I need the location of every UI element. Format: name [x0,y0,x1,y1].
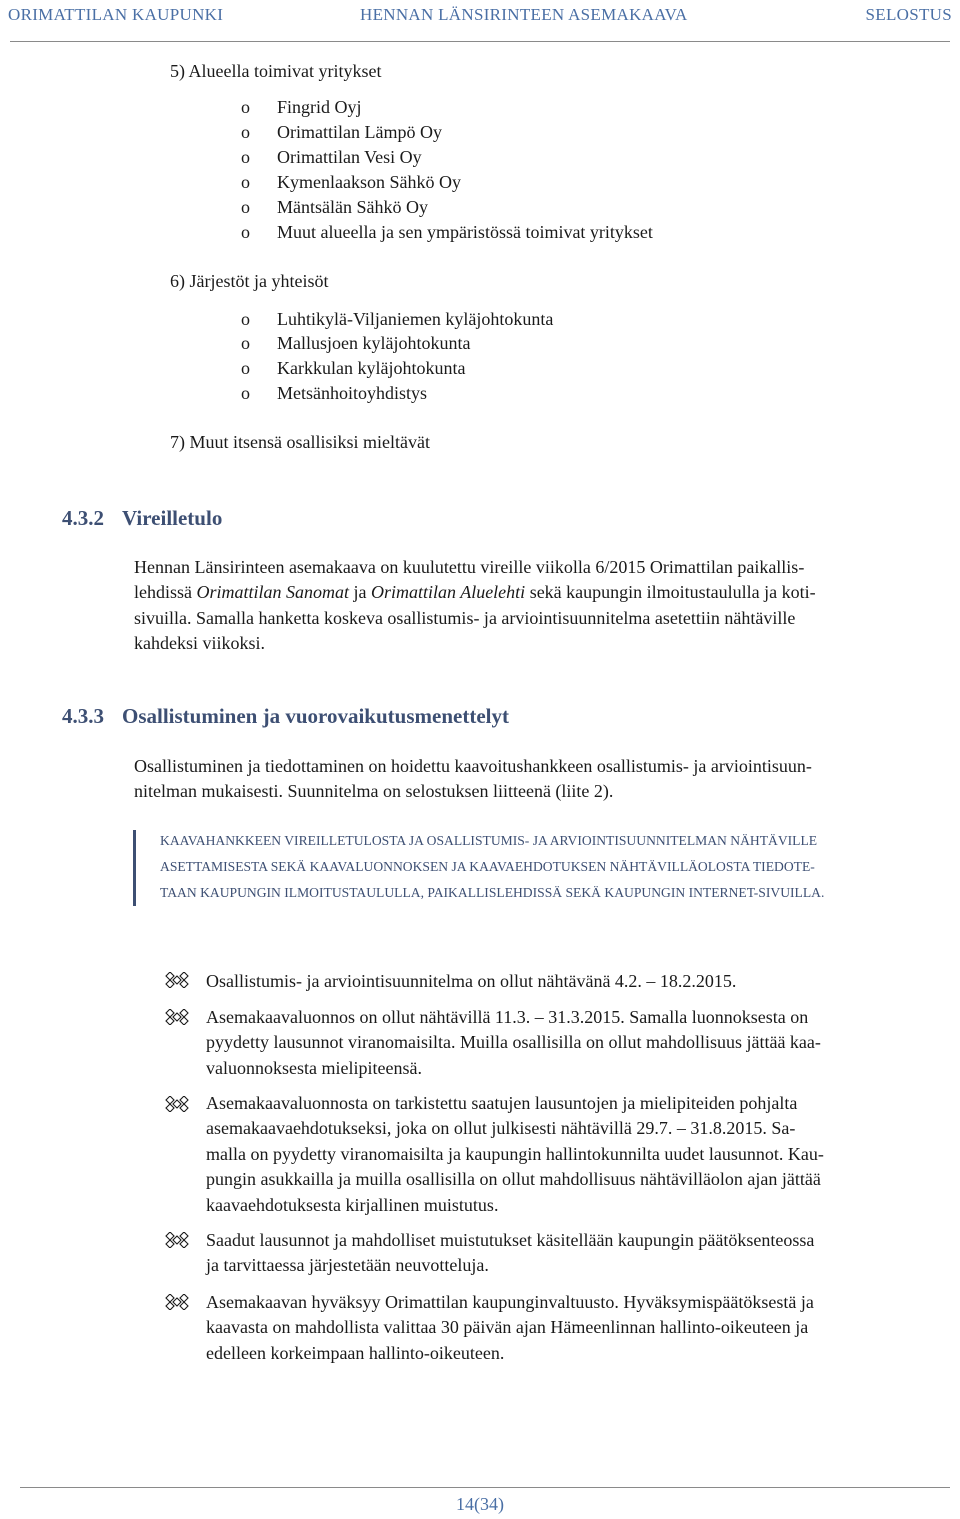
bullet-o-icon: o [241,309,250,329]
bullet-o-icon: o [241,197,250,217]
list-item: Osallistumis- ja arviointisuunnitelma on ollut nähtävänä 4.2. – 18.2.2015. [206,971,737,991]
list-item: Orimattilan Lämpö Oy [277,122,442,142]
heading-title: Osallistuminen ja vuorovaikutusmenettelyt [122,704,509,728]
header-left: ORIMATTILAN KAUPUNKI [8,5,224,24]
bullet-o-icon: o [241,122,250,142]
page-header [0,5,960,29]
list-item: Mallusjoen kyläjohtokunta [277,333,471,353]
bullet-o-icon: o [241,383,250,403]
list-item: Asemakaavaluonnosta on tarkistettu saatujen lausuntojen ja mielipiteiden pohjalta asemakaavaehdotukseksi, joka on ollut julkisesti nähtävillä 29.7. – 31.8.2015. Sa- malla on pyydetty viranomaisilta ja kaupungin hallintokunnilta uudet lausunnot. Kau- pungin asukkailla ja muilla osallisilla on ollut mahdollisuus nähtävilläolon ajan jättää kaavaehdotuksesta kirjallinen muistutus. [206,1093,824,1215]
bullet-o-icon: o [241,147,250,167]
list-item: Asemakaavan hyväksyy Orimattilan kaupunginvaltuusto. Hyväksymispäätöksestä ja kaavasta on mahdollista valittaa 30 päivän ajan Hämeenlinnan hallinto-oikeuteen ja edelleen korkeimpaan hallinto-oikeuteen. [206,1292,814,1363]
list-item: Luhtikylä-Viljaniemen kyläjohtokunta [277,309,554,329]
note-bar [133,830,136,906]
bullet-o-icon: o [241,358,250,378]
section-heading-4-3-3 [62,703,509,729]
heading-number: 4.3.2 [62,506,104,530]
note-line: KAAVAHANKKEEN VIREILLETULOSTA JA OSALLISTUMIS- JA ARVIOINTISUUNNITELMAN NÄHTÄVILLE [160,833,818,848]
heading-title: Vireilletulo [122,506,223,530]
bullet-o-icon: o [241,333,250,353]
list-item: Kymenlaakson Sähkö Oy [277,172,461,192]
list-item: Asemakaavaluonnos on ollut nähtävillä 11.3. – 31.3.2015. Samalla luonnoksesta on pyydetty lausunnot viranomaisilta. Muilla osallisilla on ollut mahdollisuus jättää kaa- valuonnoksesta mielipiteensä. [206,1007,821,1078]
diamond-bullet-icon [164,1294,190,1310]
section-heading-4-3-2 [62,505,222,531]
header-divider [10,41,950,42]
list-item: Muut alueella ja sen ympäristössä toimivat yritykset [277,222,653,242]
note-line: TAAN KAUPUNGIN ILMOITUSTAULULLA, PAIKALLISLEHDISSÄ SEKÄ KAUPUNGIN INTERNET-SIVUILLA. [160,885,825,900]
list-item: Fingrid Oyj [277,97,362,117]
header-center: HENNAN LÄNSIRINTEEN ASEMAKAAVA [360,5,688,24]
section-6-title: 6) Järjestöt ja yhteisöt [170,271,329,291]
list-item: Saadut lausunnot ja mahdolliset muistutukset käsitellään kaupungin päätöksenteossa ja tarvittaessa järjestetään neuvotteluja. [206,1230,815,1276]
list-item: Metsänhoitoyhdistys [277,383,428,403]
paragraph-osallistuminen: Osallistuminen ja tiedottaminen on hoidettu kaavoitushankkeen osallistumis- ja arviointisuun- nitelman mukaisesti. Suunnitelma on selostuksen liitteenä (liite 2). [134,756,812,802]
footer-divider [20,1487,950,1488]
list-item: Karkkulan kyläjohtokunta [277,358,466,378]
newspaper-name: Orimattilan Aluelehti [371,582,526,603]
diamond-bullet-icon [164,1232,190,1248]
list-item: Orimattilan Vesi Oy [277,147,422,167]
bullet-o-icon: o [241,172,250,192]
page-number: 14(34) [456,1494,504,1514]
paragraph-vireilletulo: Hennan Länsirinteen asemakaava on kuulutettu vireille viikolla 6/2015 Orimattilan paikallis- lehdissä Orimattilan Sanomat ja Orimattilan Aluelehti sekä kaupungin ilmoitustaululla ja koti- sivuilla. Samalla hanketta koskeva osallistumis- ja arviointisuunnitelma asetettiin nähtäville kahdeksi viikoksi. [134,557,816,654]
bullet-o-icon: o [241,222,250,242]
header-right: SELOSTUS [865,5,952,24]
note-line: ASETTAMISESTA SEKÄ KAAVALUONNOKSEN JA KAAVAEHDOTUKSEN NÄHTÄVILLÄOLOSTA TIEDOTE- [160,859,815,874]
heading-number: 4.3.3 [62,704,104,728]
diamond-bullet-icon [164,972,190,988]
bullet-o-icon: o [241,97,250,117]
diamond-bullet-icon [164,1096,190,1112]
newspaper-name: Orimattilan Sanomat [196,582,350,603]
diamond-bullet-icon [164,1009,190,1025]
section-5-title: 5) Alueella toimivat yritykset [170,61,382,81]
section-7-title: 7) Muut itsensä osallisiksi mieltävät [170,432,430,452]
list-item: Mäntsälän Sähkö Oy [277,197,428,217]
